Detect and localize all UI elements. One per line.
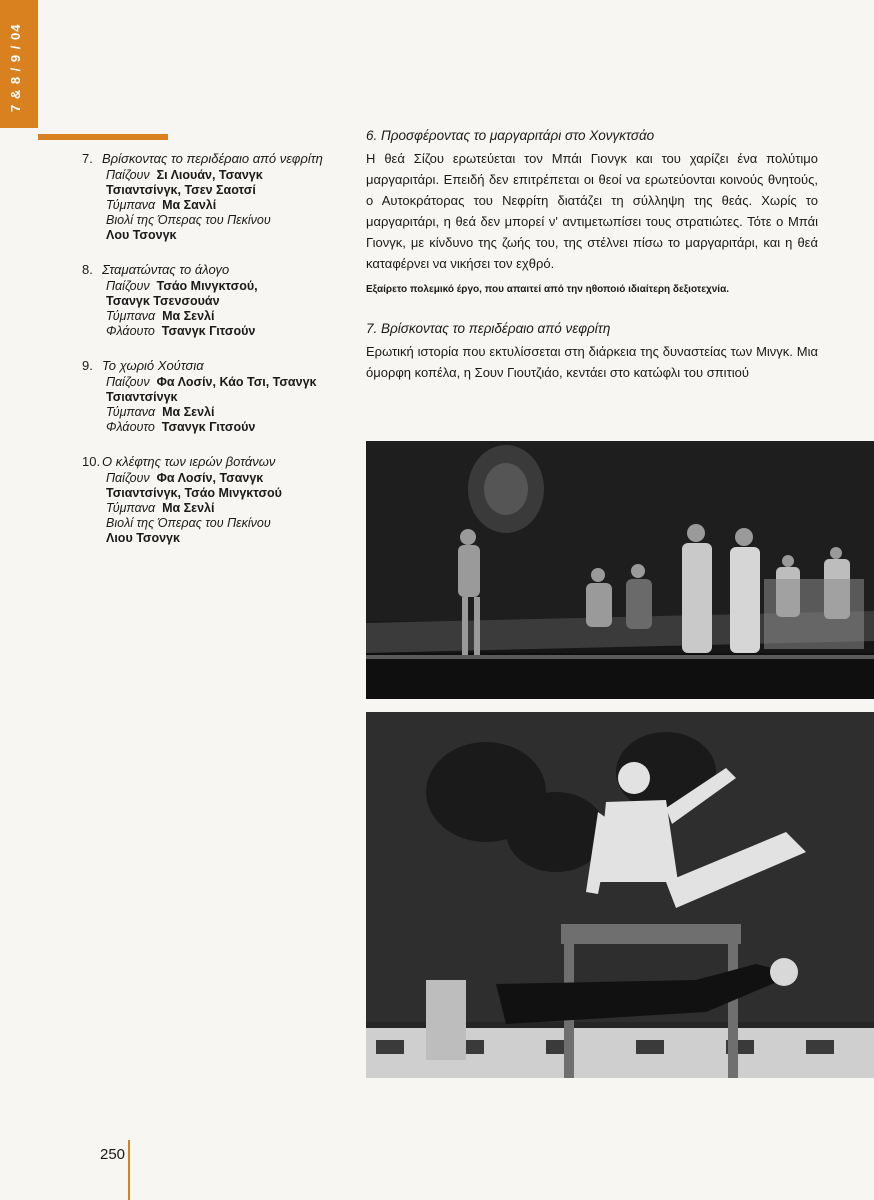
- credit-line: [106, 228, 352, 243]
- credit-line: [106, 375, 352, 390]
- program-entry: [82, 357, 352, 435]
- credit-role: Παίζουν: [106, 168, 150, 182]
- credit-name: Φα Λοσίν, Τσανγκ: [156, 471, 264, 485]
- credit-line: [106, 516, 352, 531]
- credit-name: Τσανγκ Γιτσούν: [161, 324, 256, 338]
- credit-name: Φα Λοσίν, Κάο Τσι, Τσανγκ: [156, 375, 317, 389]
- section-7-title: 7. Βρίσκοντας το περιδέραιο από νεφρίτη: [366, 321, 611, 336]
- entry-number: 8.: [82, 262, 93, 277]
- credit-line: [106, 405, 352, 420]
- entry-credits: [82, 375, 352, 435]
- entry-title-text: Σταματώντας το άλογο: [102, 262, 230, 277]
- performers-photo: [366, 712, 874, 1078]
- credit-line: [106, 471, 352, 486]
- credit-name: Τσιαντσίνγκ, Τσεν Σαοτσί: [106, 183, 256, 197]
- entry-title: [82, 453, 352, 471]
- credit-name: Σι Λιουάν, Τσανγκ: [156, 168, 263, 182]
- credit-role: Βιολί της Όπερας του Πεκίνου: [106, 213, 271, 227]
- stage-photo: [366, 441, 874, 699]
- program-entry: [82, 261, 352, 339]
- entry-title-text: Το χωριό Χούτσια: [102, 358, 204, 373]
- page-number: 250: [100, 1146, 126, 1163]
- credit-role: Τύμπανα: [106, 501, 156, 515]
- article-text: [366, 126, 818, 383]
- entry-title: [82, 150, 352, 168]
- credit-name: Λιου Τσονγκ: [106, 531, 180, 545]
- section-6-note: Εξαίρετο πολεμικό έργο, που απαιτεί από την ηθοποιό ιδιαίτερη δεξιοτεχνία.: [366, 284, 730, 295]
- program-entry: [82, 453, 352, 546]
- entry-title-text: Βρίσκοντας το περιδέραιο από νεφρίτη: [102, 151, 323, 166]
- issue-date-label: 7 & 8 / 9 / 04: [8, 23, 23, 112]
- entry-number: 10.: [82, 454, 101, 469]
- credit-line: [106, 168, 352, 183]
- credit-role: Παίζουν: [106, 279, 150, 293]
- credit-role: Φλάουτο: [106, 324, 155, 338]
- credit-name: Τσανγκ Τσενσουάν: [106, 294, 220, 308]
- credit-role: Παίζουν: [106, 471, 150, 485]
- credit-line: [106, 183, 352, 198]
- credit-role: Τύμπανα: [106, 309, 156, 323]
- section-6-title: 6. Προσφέροντας το μαργαριτάρι στο Χονγκτσάο: [366, 128, 655, 143]
- credit-role: Τύμπανα: [106, 198, 156, 212]
- credit-line: [106, 531, 352, 546]
- credit-name: Μα Σενλί: [162, 405, 215, 419]
- credit-name: Τσιαντσίνγκ, Τσάο Μινγκτσού: [106, 486, 282, 500]
- credit-line: [106, 324, 352, 339]
- page-number-rule: [128, 1140, 130, 1200]
- credit-name: Μα Σενλί: [162, 501, 215, 515]
- section-6-text: Η θεά Σίζου ερωτεύεται τον Μπάι Γιονγκ και του χαρίζει ένα πολύτιμο μαργαριτάρι. Επειδή δεν επιτρέπεται οι θεοί να ερωτεύονται κοινούς θνητούς, ο Αυτοκράτορας του Νεφρίτη διατάζει τη σύλληψη της θεάς. Χωρίς το μαργαριτάρι, η θεά δεν μπορεί ν' αντιμετωπίσει τους στρατιώτες. Τότε ο Μπάι Γιονγκ, με κίνδυνο της ζωής του, της στέλνει πίσω το μαργαριτάρι, και η θεά καταφέρνει να νικήσει τον εχθρό.: [366, 151, 818, 271]
- header-rule: [38, 134, 168, 140]
- credit-line: [106, 198, 352, 213]
- program-entry: [82, 150, 352, 243]
- credit-role: Τύμπανα: [106, 405, 156, 419]
- credit-line: [106, 420, 352, 435]
- credit-line: [106, 279, 352, 294]
- entry-title-text: Ο κλέφτης των ιερών βοτάνων: [102, 454, 276, 469]
- entry-number: 7.: [82, 151, 93, 166]
- credit-line: [106, 309, 352, 324]
- entry-credits: [82, 168, 352, 243]
- entry-title: [82, 261, 352, 279]
- credit-role: Φλάουτο: [106, 420, 155, 434]
- section-7-text: Ερωτική ιστορία που εκτυλίσσεται στη διάρκεια της δυναστείας των Μινγκ. Μια όμορφη κοπέλα, η Σουν Γιουτζιάο, κεντάει στο κατώφλι του σπιτιού: [366, 344, 818, 380]
- entry-number: 9.: [82, 358, 93, 373]
- credit-name: Τσιαντσίνγκ: [106, 390, 178, 404]
- credit-line: [106, 213, 352, 228]
- entry-title: [82, 357, 352, 375]
- entry-credits: [82, 471, 352, 546]
- credit-line: [106, 501, 352, 516]
- credit-name: Λου Τσονγκ: [106, 228, 177, 242]
- credit-name: Μα Σενλί: [162, 309, 215, 323]
- credit-role: Βιολί της Όπερας του Πεκίνου: [106, 516, 271, 530]
- program-list: [82, 150, 352, 564]
- credit-line: [106, 390, 352, 405]
- credit-name: Τσανγκ Γιτσούν: [161, 420, 256, 434]
- issue-tab: [0, 0, 38, 128]
- credit-role: Παίζουν: [106, 375, 150, 389]
- credit-name: Τσάο Μινγκτσού,: [156, 279, 258, 293]
- credit-name: Μα Σανλί: [162, 198, 217, 212]
- credit-line: [106, 486, 352, 501]
- entry-credits: [82, 279, 352, 339]
- credit-line: [106, 294, 352, 309]
